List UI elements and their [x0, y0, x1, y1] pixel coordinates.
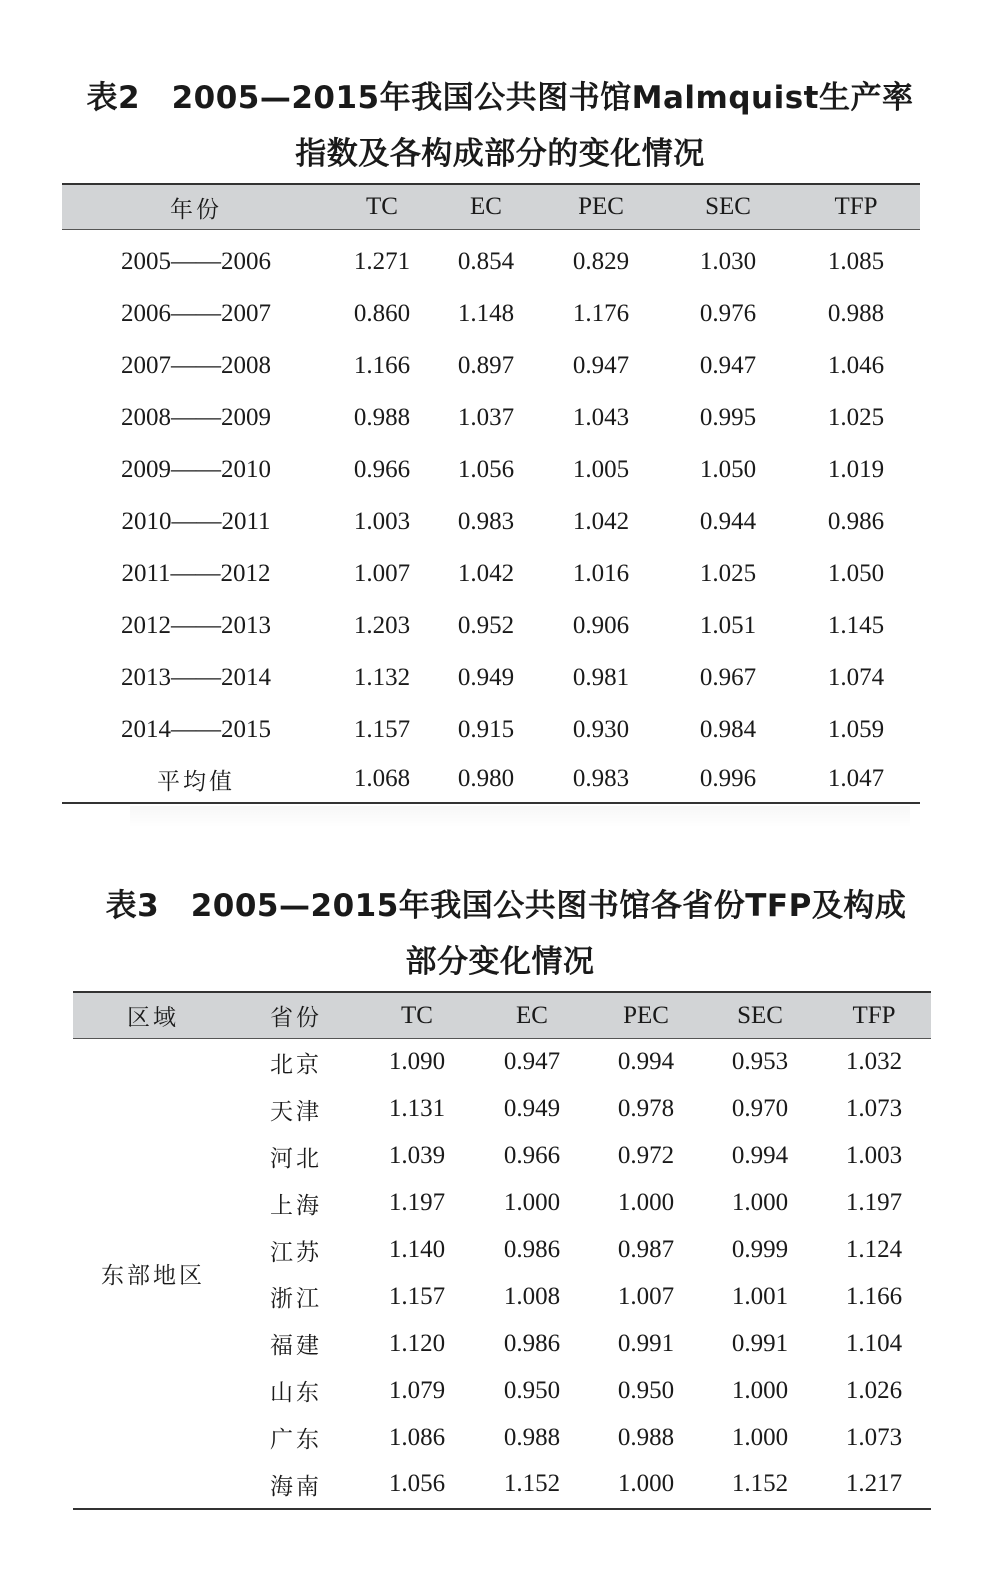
table-cell: 1.086 [388, 1423, 446, 1451]
table-cell: 0.980 [457, 765, 515, 792]
table-cell: 1.152 [503, 1470, 561, 1498]
table2-header-cell: PEC [538, 184, 664, 230]
province-cell: 江苏 [270, 1239, 322, 1266]
table-cell: 0.994 [617, 1048, 675, 1076]
table-cell: 1.037 [457, 404, 515, 431]
table-cell: 2007——2008 [121, 352, 271, 379]
table-cell: 1.046 [827, 352, 885, 379]
table-cell: 1.007 [617, 1282, 675, 1310]
table-cell: 1.042 [572, 508, 630, 535]
table-cell: 1.001 [731, 1282, 789, 1310]
table-cell: 1.120 [388, 1329, 446, 1357]
table-cell: 1.176 [572, 300, 630, 327]
table2-title-line2: 指数及各构成部分的变化情况 [295, 136, 705, 172]
table-cell: 1.042 [457, 560, 515, 587]
table-cell: 0.949 [457, 664, 515, 691]
table-cell: 1.050 [827, 560, 885, 587]
province-cell: 北京 [270, 1051, 322, 1078]
table-cell: 0.953 [731, 1048, 789, 1076]
table2-header-cell: TC [330, 184, 434, 230]
table-cell: 2010——2011 [121, 508, 271, 535]
table-cell: 1.026 [845, 1376, 903, 1404]
table-cell: 1.073 [845, 1423, 903, 1451]
table-cell: 0.996 [699, 765, 757, 792]
table3-header-cell: 省份 [233, 992, 359, 1039]
table-cell: 1.005 [572, 456, 630, 483]
table-cell: 0.994 [731, 1142, 789, 1170]
table2-header-cell: SEC [664, 184, 792, 230]
table-cell: 0.983 [572, 765, 630, 792]
table-cell: 1.000 [731, 1189, 789, 1217]
table-cell: 1.016 [572, 560, 630, 587]
table-cell: 0.950 [503, 1376, 561, 1404]
table-row [62, 444, 920, 496]
table-row [62, 600, 920, 652]
table-cell: 1.085 [827, 248, 885, 275]
province-cell: 浙江 [270, 1286, 322, 1313]
province-cell: 广东 [270, 1427, 322, 1454]
table-cell: 1.203 [353, 612, 411, 639]
table-cell: 0.972 [617, 1142, 675, 1170]
province-cell: 福建 [270, 1333, 322, 1360]
table-row [62, 392, 920, 444]
show-through-text [130, 806, 910, 828]
table2-average-row [62, 756, 920, 803]
table-cell: 0.987 [617, 1236, 675, 1263]
table-cell: 1.197 [845, 1189, 903, 1217]
province-cell: 海南 [270, 1473, 322, 1500]
table-cell: 1.074 [827, 664, 885, 691]
table-cell: 1.003 [845, 1142, 903, 1170]
table-cell: 1.043 [572, 404, 630, 431]
table-cell: 0.976 [699, 300, 757, 327]
table-row [62, 340, 920, 392]
table-cell: 2006——2007 [121, 300, 271, 327]
table-cell: 1.000 [731, 1423, 789, 1451]
table-cell: 0.986 [827, 508, 885, 535]
table-cell: 0.991 [731, 1329, 789, 1357]
table-cell: 0.854 [457, 248, 515, 275]
table-cell: 1.157 [353, 716, 411, 743]
table-cell: 1.148 [457, 300, 515, 327]
table2-header-cell: EC [434, 184, 538, 230]
table-cell: 1.008 [503, 1282, 561, 1310]
table3-title-line2: 部分变化情况 [405, 944, 595, 980]
table3-header-cell: 区域 [73, 992, 233, 1039]
table-cell: 2008——2009 [121, 404, 271, 431]
table-cell: 0.983 [457, 508, 515, 535]
table-cell: 0.988 [353, 404, 411, 431]
table3-title-line1: 表3 2005—2015年我国公共图书馆各省份TFP及构成 [105, 888, 907, 924]
table3-header-cell: PEC [589, 992, 703, 1039]
table-cell: 0.988 [617, 1423, 675, 1451]
table-cell: 1.047 [827, 765, 885, 792]
table-cell: 0.970 [731, 1095, 789, 1123]
table-cell: 1.157 [388, 1282, 446, 1310]
table-row [73, 1039, 931, 1086]
table-cell: 1.079 [388, 1376, 446, 1404]
table-cell: 0.930 [572, 716, 630, 743]
table-cell: 1.000 [731, 1376, 789, 1404]
table2-header-row [62, 184, 920, 230]
table-cell: 1.003 [353, 508, 411, 535]
table-cell: 0.947 [572, 352, 630, 379]
table-cell: 2012——2013 [121, 612, 271, 639]
table-cell: 0.897 [457, 352, 515, 379]
table-cell: 1.025 [699, 560, 757, 587]
table-cell: 0.952 [457, 612, 515, 639]
region-cell: 东部地区 [101, 1262, 205, 1289]
table-cell: 1.166 [845, 1282, 903, 1310]
table2-productivity-index [62, 183, 920, 804]
table-cell: 1.000 [617, 1189, 675, 1217]
table-cell: 1.059 [827, 716, 885, 743]
table-cell: 1.124 [845, 1236, 903, 1263]
table-cell: 1.056 [457, 456, 515, 483]
table-cell: 0.999 [731, 1236, 789, 1263]
table-cell: 1.056 [388, 1470, 446, 1498]
table2-title-line1: 表2 2005—2015年我国公共图书馆Malmquist生产率 [86, 80, 914, 116]
table-cell: 0.906 [572, 612, 630, 639]
table-cell: 0.978 [617, 1095, 675, 1123]
average-label: 平均值 [157, 768, 235, 795]
province-cell: 天津 [270, 1098, 322, 1125]
table-row [62, 652, 920, 704]
table3-header-cell: TFP [817, 992, 931, 1039]
table-cell: 1.007 [353, 560, 411, 587]
table-cell: 1.271 [353, 248, 411, 275]
table2-header-cell: 年份 [62, 184, 330, 230]
table-cell: 0.860 [353, 300, 411, 327]
table-cell: 1.000 [503, 1189, 561, 1217]
table-cell: 1.131 [388, 1095, 446, 1123]
province-cell: 上海 [270, 1192, 322, 1219]
table-cell: 1.090 [388, 1048, 446, 1076]
table-cell: 2005——2006 [121, 248, 271, 275]
table3-province-tfp [73, 991, 931, 1510]
table-cell: 0.949 [503, 1095, 561, 1123]
table-cell: 1.000 [617, 1470, 675, 1498]
table-row [62, 548, 920, 600]
table-cell: 1.032 [845, 1048, 903, 1076]
table-cell: 0.988 [503, 1423, 561, 1451]
table-cell: 2014——2015 [121, 716, 271, 743]
table-cell: 1.030 [699, 248, 757, 275]
table-cell: 0.950 [617, 1376, 675, 1404]
table-cell: 2011——2012 [121, 560, 271, 587]
table3-header-cell: TC [359, 992, 475, 1039]
province-cell: 河北 [270, 1145, 322, 1172]
table3-header-cell: SEC [703, 992, 817, 1039]
table-cell: 0.991 [617, 1329, 675, 1357]
table-row [62, 230, 920, 289]
table-cell: 0.986 [503, 1329, 561, 1357]
table-cell: 1.152 [731, 1470, 789, 1498]
table-cell: 1.132 [353, 664, 411, 691]
table-cell: 0.944 [699, 508, 757, 535]
table-cell: 1.104 [845, 1329, 903, 1357]
table-cell: 0.988 [827, 300, 885, 327]
table-cell: 0.981 [572, 664, 630, 691]
table-cell: 2009——2010 [121, 456, 271, 483]
table-cell: 0.986 [503, 1236, 561, 1263]
table-cell: 1.039 [388, 1142, 446, 1170]
table-cell: 0.995 [699, 404, 757, 431]
table3-header-cell: EC [475, 992, 589, 1039]
table-cell: 0.966 [353, 456, 411, 483]
table-row [62, 704, 920, 756]
table-cell: 1.019 [827, 456, 885, 483]
table-cell: 2013——2014 [121, 664, 271, 691]
table-cell: 1.068 [353, 765, 411, 792]
table-cell: 0.915 [457, 716, 515, 743]
table-cell: 0.829 [572, 248, 630, 275]
province-cell: 山东 [270, 1380, 322, 1407]
table-cell: 1.073 [845, 1095, 903, 1123]
table-cell: 0.947 [503, 1048, 561, 1076]
table-cell: 1.217 [845, 1470, 903, 1498]
table-row [62, 496, 920, 548]
table3-header-row [73, 992, 931, 1039]
table-row [62, 288, 920, 340]
table-cell: 0.947 [699, 352, 757, 379]
table-cell: 1.166 [353, 352, 411, 379]
table-cell: 0.984 [699, 716, 757, 743]
table-cell: 0.966 [503, 1142, 561, 1170]
table-cell: 1.050 [699, 456, 757, 483]
table2-header-cell: TFP [792, 184, 920, 230]
table-cell: 0.967 [699, 664, 757, 691]
table-cell: 1.145 [827, 612, 885, 639]
table-cell: 1.051 [699, 612, 757, 639]
table-cell: 1.140 [388, 1236, 446, 1263]
table-cell: 1.197 [388, 1189, 446, 1217]
table-cell: 1.025 [827, 404, 885, 431]
